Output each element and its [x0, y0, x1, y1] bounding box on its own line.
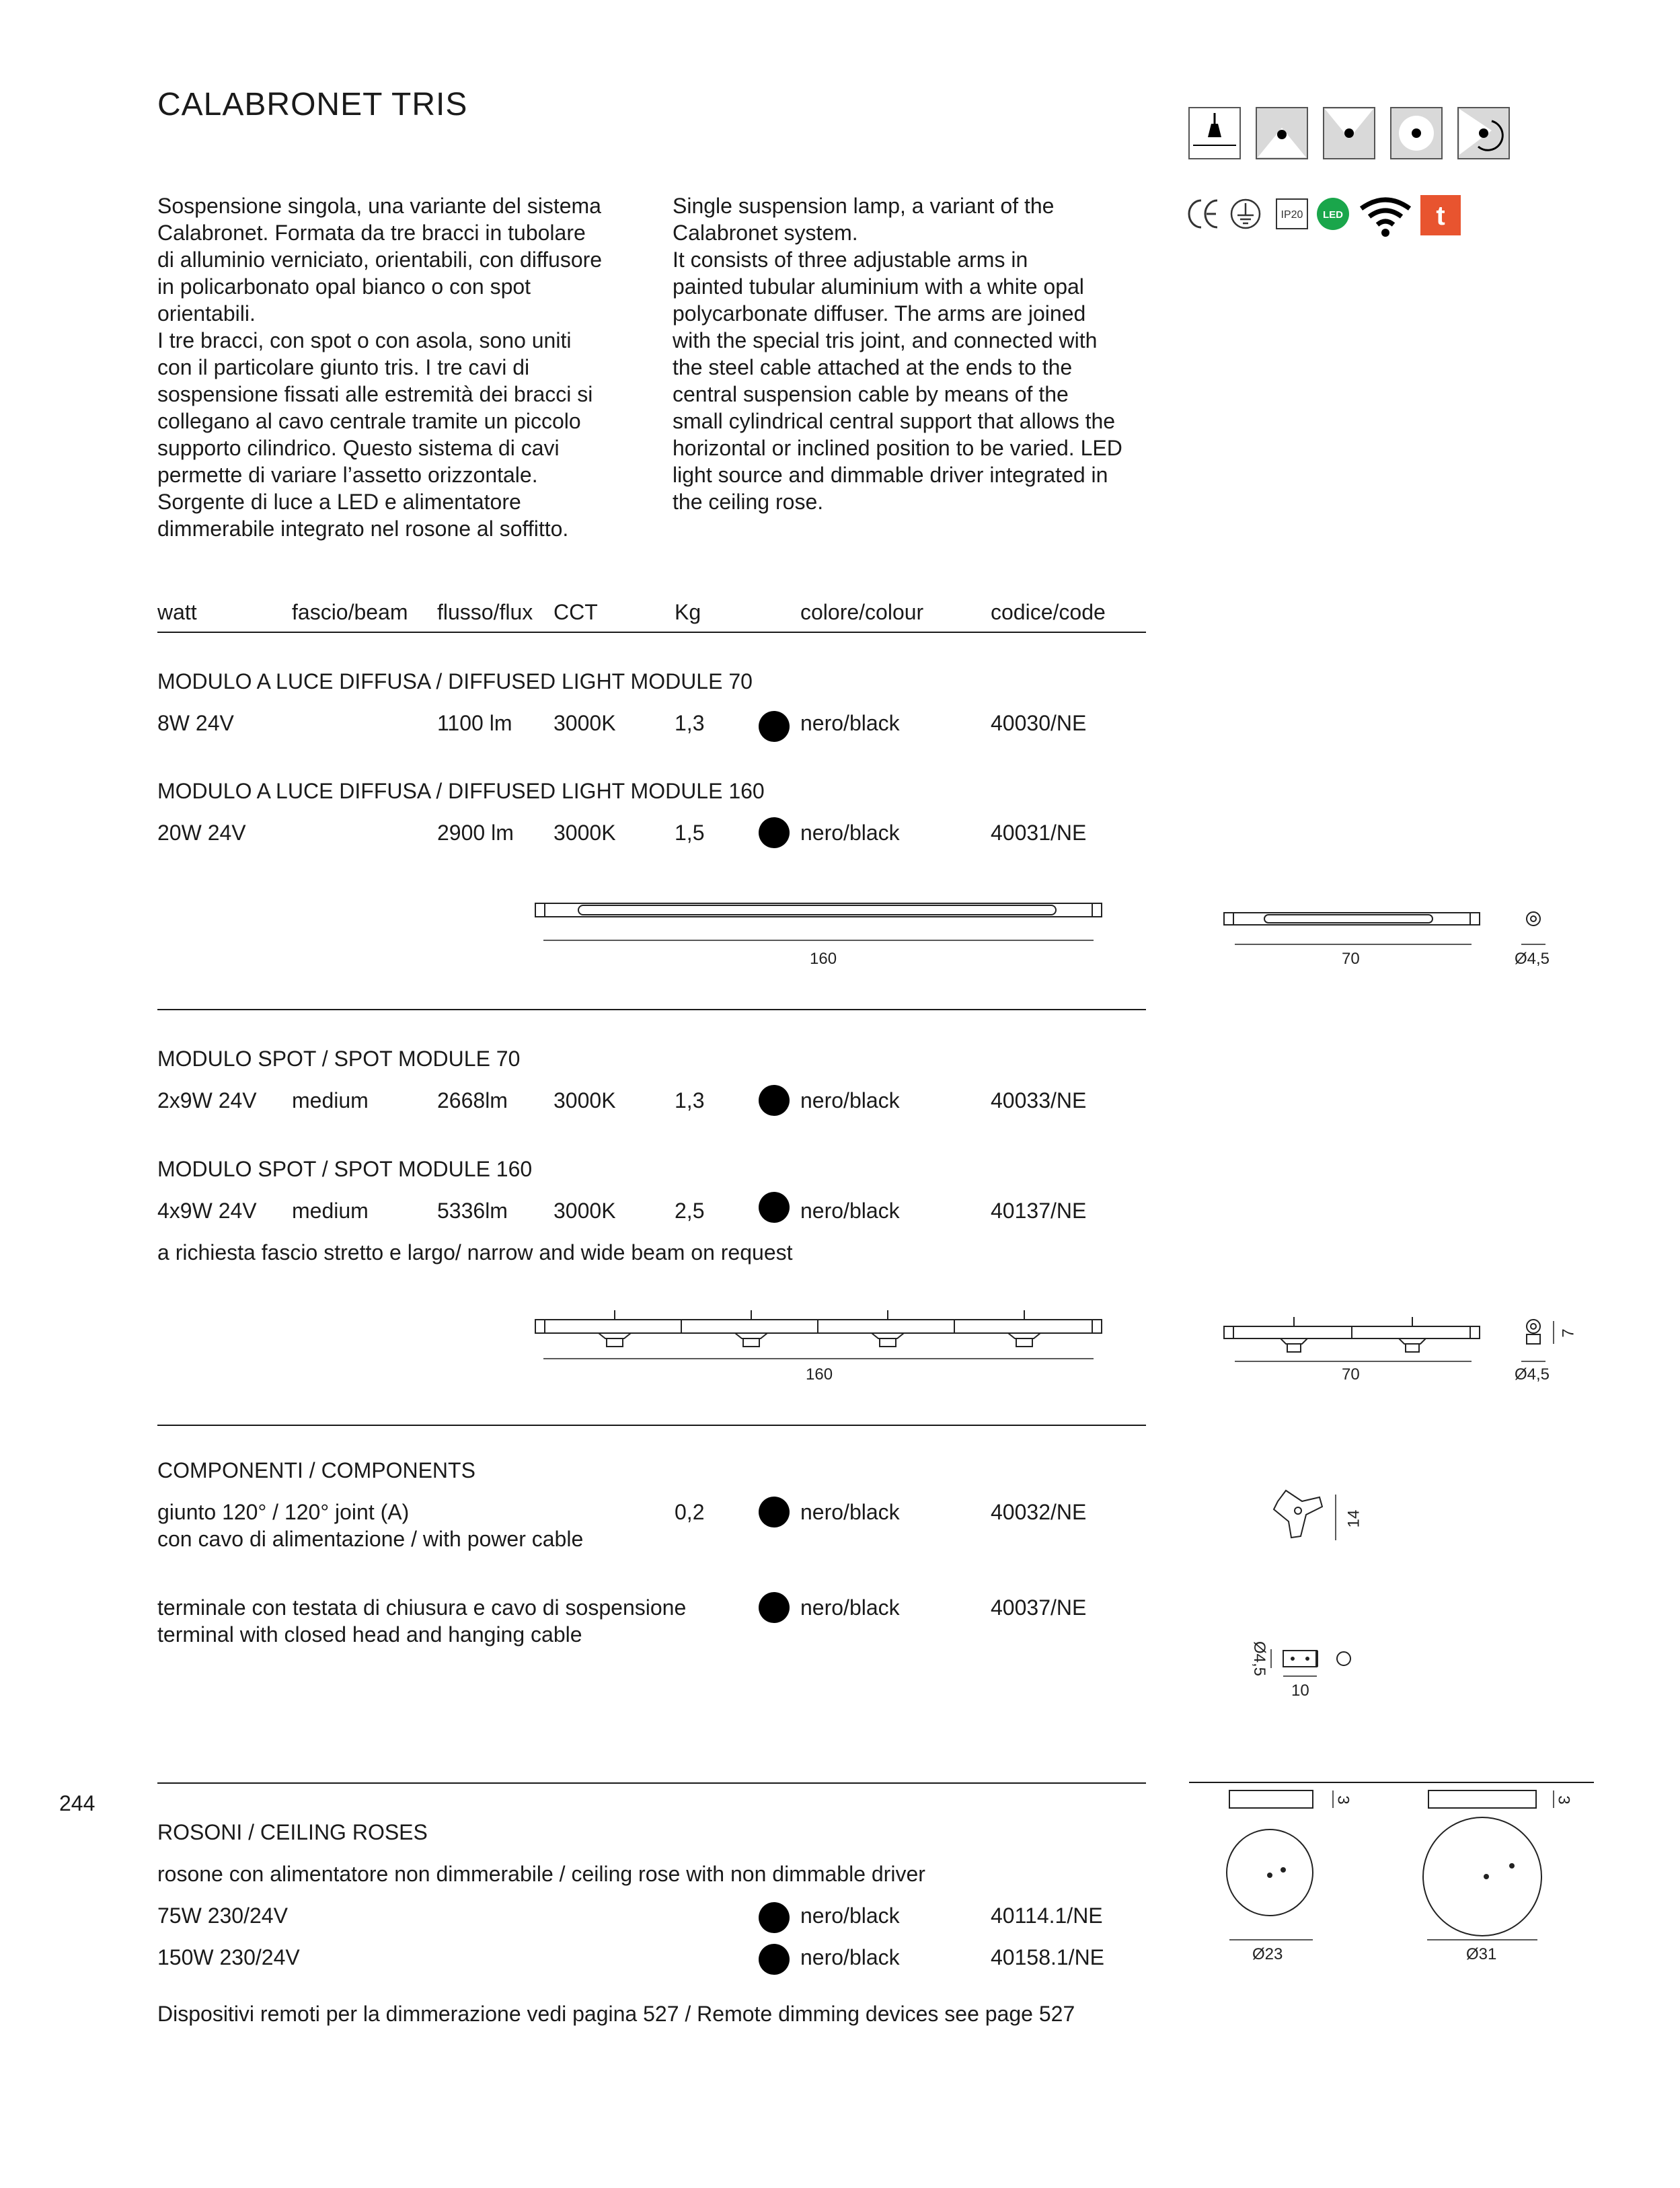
cell-description-2: con cavo di alimentazione / with power cable: [157, 1527, 584, 1551]
dim-joint: 14: [1344, 1509, 1363, 1528]
dim-rose-small-diameter: Ø23: [1252, 1945, 1283, 1963]
adjustable-direction-icon: [1458, 108, 1509, 159]
tuya-app-icon: [1420, 195, 1461, 235]
header-watt: watt: [157, 600, 197, 624]
tuya-label: t: [1436, 201, 1445, 231]
dim-spot-diameter: Ø4,5: [1515, 1365, 1550, 1384]
colour-swatch-black: [759, 1497, 790, 1527]
cell-beam: medium: [292, 1088, 369, 1112]
dim-spot-160: 160: [806, 1365, 833, 1384]
section-divider: [157, 1782, 1146, 1784]
spot-module-section-drawing: [1521, 1320, 1554, 1361]
roses-subtitle: rosone con alimentatore non dimmerabile / ceiling rose with non dimmable driver: [157, 1862, 925, 1886]
cell-code: 40030/NE: [991, 711, 1087, 735]
cell-description: terminale con testata di chiusura e cavo di sospensione: [157, 1595, 687, 1620]
description-english: Single suspension lamp, a variant of the Calabronet system. It consists of three adjustable arms in painted tubular aluminium with a white opal polycarbonate diffuser. The arms are joined with the special tris joint, and connected with the steel cable attached at the ends to the central suspension cable by means of the small cylindrical central support that allows the horizontal or inclined position to be varied. LED light source and dimmable driver integrated in the ceiling rose.: [673, 194, 1122, 514]
cell-colour: nero/black: [800, 1199, 900, 1223]
spot-module-70-drawing: [1224, 1317, 1480, 1361]
cell-kg: 1,3: [675, 711, 705, 735]
spot-beam-note: a richiesta fascio stretto e largo/ narrow and wide beam on request: [157, 1240, 793, 1265]
page-number: 244: [59, 1791, 96, 1815]
diffused-module-70-drawing: [1224, 913, 1480, 944]
dim-rose-small-height: 3: [1334, 1795, 1352, 1805]
colour-swatch-black: [759, 711, 790, 742]
cell-flux: 2668lm: [437, 1088, 508, 1112]
diffused-module-section-drawing: [1521, 912, 1545, 944]
cell-code: 40037/NE: [991, 1595, 1087, 1620]
colour-swatch-black: [759, 1944, 790, 1975]
cell-colour: nero/black: [800, 821, 900, 845]
section-title-diffused-160: MODULO A LUCE DIFFUSA / DIFFUSED LIGHT MODULE 160: [157, 779, 765, 803]
cell-kg: 0,2: [675, 1500, 705, 1524]
dim-rose-large-diameter: Ø31: [1466, 1945, 1497, 1963]
joint-120-drawing: [1274, 1491, 1336, 1540]
cell-flux: 2900 lm: [437, 821, 514, 845]
header-code: codice/code: [991, 600, 1106, 624]
ceiling-rose-small-drawing: [1227, 1790, 1333, 1940]
cell-colour: nero/black: [800, 1945, 900, 1969]
cell-cct: 3000K: [553, 1199, 616, 1223]
section-title-spot-160: MODULO SPOT / SPOT MODULE 160: [157, 1157, 533, 1181]
led-icon: [1317, 198, 1349, 230]
cell-kg: 2,5: [675, 1199, 705, 1223]
cell-watt: 75W 230/24V: [157, 1903, 288, 1928]
section-title-spot-70: MODULO SPOT / SPOT MODULE 70: [157, 1047, 521, 1071]
dim-spot-height: 7: [1559, 1328, 1578, 1338]
colour-swatch-black: [759, 1192, 790, 1223]
cell-code: 40114.1/NE: [991, 1903, 1103, 1928]
section-title-roses: ROSONI / CEILING ROSES: [157, 1820, 428, 1844]
colour-swatch-black: [759, 1085, 790, 1116]
section-divider: [157, 1009, 1146, 1010]
dim-diffused-diameter: Ø4,5: [1515, 950, 1550, 968]
header-divider: [157, 632, 1146, 633]
cell-watt: 4x9W 24V: [157, 1199, 257, 1223]
ip20-label: IP20: [1281, 209, 1303, 221]
page-title: CALABRONET TRIS: [157, 87, 468, 122]
cell-watt: 150W 230/24V: [157, 1945, 300, 1969]
diffused-light-icon: [1391, 108, 1442, 159]
footer-note: Dispositivi remoti per la dimmerazione vedi pagina 527 / Remote dimming devices see page 527: [157, 2002, 1075, 2026]
terminal-drawing: [1271, 1649, 1350, 1676]
header-colour: colore/colour: [800, 600, 924, 624]
dim-spot-70: 70: [1342, 1365, 1360, 1384]
cell-colour: nero/black: [800, 1595, 900, 1620]
certification-icons: [1184, 195, 1466, 242]
dim-rose-large-height: 3: [1554, 1795, 1573, 1805]
section-title-components: COMPONENTI / COMPONENTS: [157, 1458, 475, 1482]
cell-colour: nero/black: [800, 1903, 900, 1928]
header-kg: Kg: [675, 600, 701, 624]
dim-diffused-70: 70: [1342, 950, 1360, 968]
cell-code: 40031/NE: [991, 821, 1087, 845]
section-divider: [157, 1425, 1146, 1426]
cell-description: giunto 120° / 120° joint (A): [157, 1500, 410, 1524]
ceiling-rose-large-drawing: [1423, 1790, 1554, 1940]
cell-code: 40158.1/NE: [991, 1945, 1105, 1969]
cell-watt: 2x9W 24V: [157, 1088, 257, 1112]
dim-diffused-160: 160: [810, 950, 837, 968]
section-title-diffused-70: MODULO A LUCE DIFFUSA / DIFFUSED LIGHT MODULE 70: [157, 669, 753, 693]
diffused-module-160-drawing: [535, 903, 1102, 940]
wifi-icon: [1361, 200, 1410, 237]
cell-watt: 20W 24V: [157, 821, 246, 845]
cell-cct: 3000K: [553, 711, 616, 735]
dim-terminal-length: 10: [1291, 1682, 1309, 1700]
led-label: LED: [1323, 209, 1343, 221]
uplight-cone-icon: [1324, 108, 1375, 159]
header-flux: flusso/flux: [437, 600, 533, 624]
cell-colour: nero/black: [800, 1088, 900, 1112]
cell-beam: medium: [292, 1199, 369, 1223]
ip20-icon: [1276, 199, 1307, 229]
light-type-icons: [1189, 108, 1512, 159]
cell-kg: 1,3: [675, 1088, 705, 1112]
cell-description-2: terminal with closed head and hanging cable: [157, 1622, 582, 1647]
cell-flux: 5336lm: [437, 1199, 508, 1223]
cell-code: 40033/NE: [991, 1088, 1087, 1112]
cell-colour: nero/black: [800, 1500, 900, 1524]
class-i-earth-icon: [1231, 200, 1260, 228]
dim-terminal-diameter: Ø4,5: [1250, 1640, 1269, 1677]
cell-code: 40137/NE: [991, 1199, 1087, 1223]
cell-cct: 3000K: [553, 821, 616, 845]
cell-kg: 1,5: [675, 821, 705, 845]
header-cct: CCT: [553, 600, 598, 624]
colour-swatch-black: [759, 817, 790, 848]
cell-watt: 8W 24V: [157, 711, 234, 735]
description-italian: Sospensione singola, una variante del sistema Calabronet. Formata da tre bracci in tubolare di alluminio verniciato, orientabili, con diffusore in policarbonato opal bianco o con spot orientabili. I tre bracci, con spot o con asola, sono uniti con il particolare giunto tris. I tre cavi di sospensione fissati alle estremità dei bracci si collegano al cavo centrale tramite un piccolo supporto cilindrico. Questo sistema di cavi permette di variare l’assetto orizzontale. Sorgente di luce a LED e alimentatore dimmerabile integrato nel rosone al soffitto.: [157, 194, 603, 541]
cell-flux: 1100 lm: [437, 711, 512, 735]
cell-cct: 3000K: [553, 1088, 616, 1112]
colour-swatch-black: [759, 1592, 790, 1623]
pendant-lamp-icon: [1189, 108, 1240, 159]
spot-module-160-drawing: [535, 1310, 1102, 1359]
downlight-cone-icon: [1256, 108, 1307, 159]
cell-code: 40032/NE: [991, 1500, 1087, 1524]
ce-mark-icon: [1189, 200, 1217, 227]
colour-swatch-black: [759, 1902, 790, 1933]
header-beam: fascio/beam: [292, 600, 408, 624]
cell-colour: nero/black: [800, 711, 900, 735]
